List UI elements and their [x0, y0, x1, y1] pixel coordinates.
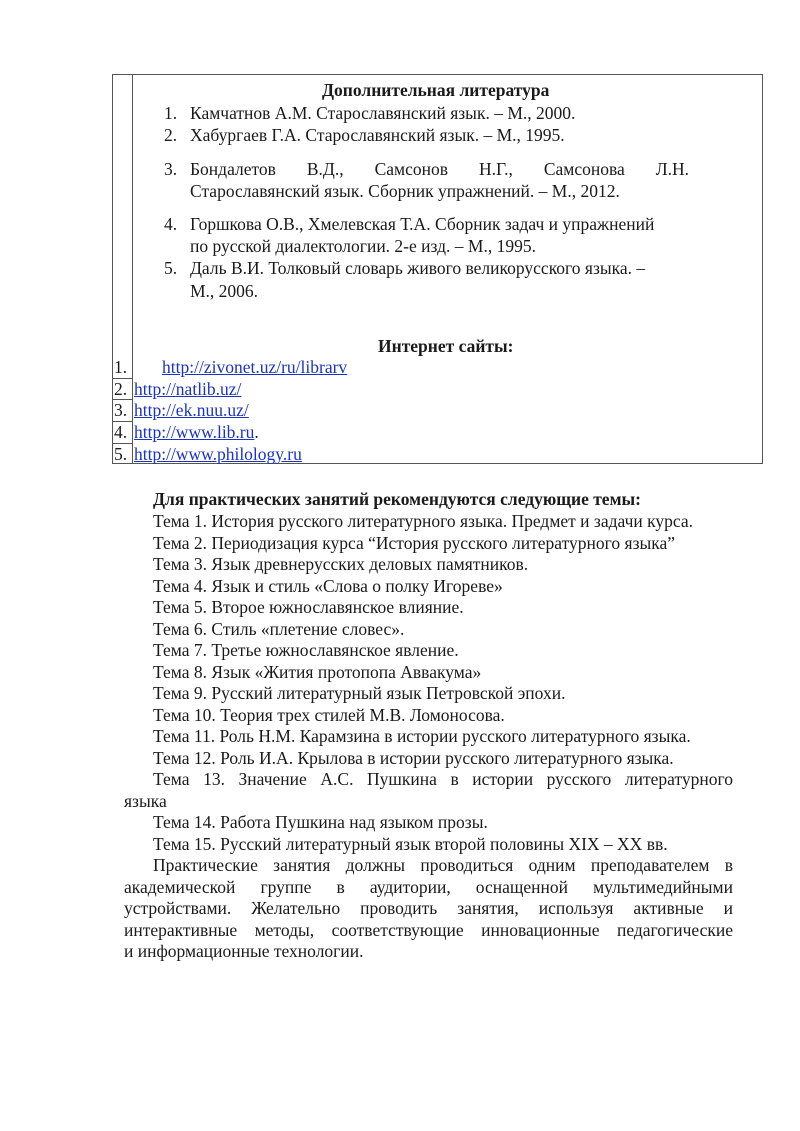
site-number: 2. [114, 379, 128, 399]
list-item-continuation: по русской диалектологии. 2-е изд. – М., 1995. [190, 236, 536, 256]
topic-item: Тема 13. Значение А.С. Пушкина в истории русского литературного [153, 769, 733, 789]
site-link-item [134, 421, 259, 443]
table-column-divider [132, 74, 133, 464]
site-link-item [134, 443, 302, 465]
site-number: 1. [114, 357, 128, 377]
site-link[interactable]: http://zivonet.uz/ru/librarv [162, 357, 348, 377]
list-item: Даль В.И. Толковый словарь живого великорусского языка. – [190, 258, 646, 278]
topic-item: Тема 2. Периодизация курса “История русского литературного языка” [153, 533, 676, 553]
list-item-continuation: Старославянский язык. Сборник упражнений. – М., 2012. [190, 181, 620, 201]
topic-item: Тема 4. Язык и стиль «Слова о полку Игореве» [153, 576, 503, 596]
topic-item: Тема 10. Теория трех стилей М.В. Ломоносова. [153, 705, 505, 725]
topic-item: Тема 12. Роль И.А. Крылова в истории русского литературного языка. [153, 748, 674, 768]
topic-item: Тема 7. Третье южнославянское явление. [153, 640, 459, 660]
topic-item: Тема 6. Стиль «плетение словес». [153, 619, 405, 639]
topic-item: Тема 5. Второе южнославянское влияние. [153, 597, 464, 617]
site-link[interactable]: http://ek.nuu.uz/ [134, 400, 249, 420]
site-link[interactable]: http://www.lib.ru [134, 422, 255, 442]
list-item-number: 2. [164, 125, 178, 145]
site-link-item [134, 399, 249, 421]
internet-sites-heading: Интернет сайты: [378, 336, 514, 356]
list-item-continuation: М., 2006. [190, 281, 259, 301]
site-number: 5. [114, 444, 128, 464]
paragraph-line: интерактивные методы, соответствующие инновационные педагогические [124, 920, 733, 940]
additional-literature-heading: Дополнительная литература [322, 80, 550, 100]
site-link[interactable]: http://www.philology.ru [134, 444, 302, 464]
topic-item-continuation: языка [124, 791, 167, 811]
list-item: Бондалетов В.Д., Самсонов Н.Г., Самсонова Л.Н. [190, 159, 689, 179]
list-item: Горшкова О.В., Хмелевская Т.А. Сборник задач и упражнений [190, 214, 655, 234]
list-item: Камчатнов А.М. Старославянский язык. – М., 2000. [190, 103, 576, 123]
site-link-suffix: . [254, 422, 259, 442]
list-item-number: 3. [164, 159, 178, 179]
list-item: Хабургаев Г.А. Старославянский язык. – М., 1995. [190, 125, 565, 145]
paragraph-line: устройствами. Желательно проводить занятия, используя активные и [124, 898, 733, 918]
topic-item: Тема 8. Язык «Жития протопопа Аввакума» [153, 662, 482, 682]
topic-item: Тема 15. Русский литературный язык второй половины XIX – XX вв. [153, 834, 668, 854]
paragraph-line: Практические занятия должны проводиться одним преподавателем в [153, 855, 733, 875]
site-link[interactable]: http://natlib.uz/ [134, 379, 242, 399]
list-item-number: 1. [164, 103, 178, 123]
site-number: 4. [114, 422, 128, 442]
topic-item: Тема 3. Язык древнерусских деловых памятников. [153, 554, 529, 574]
site-link-item [162, 356, 347, 378]
list-item-number: 4. [164, 214, 178, 234]
topic-item: Тема 1. История русского литературного языка. Предмет и задачи курса. [153, 511, 693, 531]
topic-item: Тема 11. Роль Н.М. Карамзина в истории русского литературного языка. [153, 726, 691, 746]
topic-item: Тема 9. Русский литературный язык Петровской эпохи. [153, 683, 566, 703]
site-link-item [134, 378, 241, 400]
paragraph-line: и информационные технологии. [124, 941, 364, 961]
paragraph-line: академической группе в аудитории, оснащенной мультимедийными [124, 877, 733, 897]
topic-item: Тема 14. Работа Пушкина над языком прозы. [153, 812, 488, 832]
list-item-number: 5. [164, 258, 178, 278]
practical-heading: Для практических занятий рекомендуются следующие темы: [153, 489, 641, 509]
site-number: 3. [114, 400, 128, 420]
